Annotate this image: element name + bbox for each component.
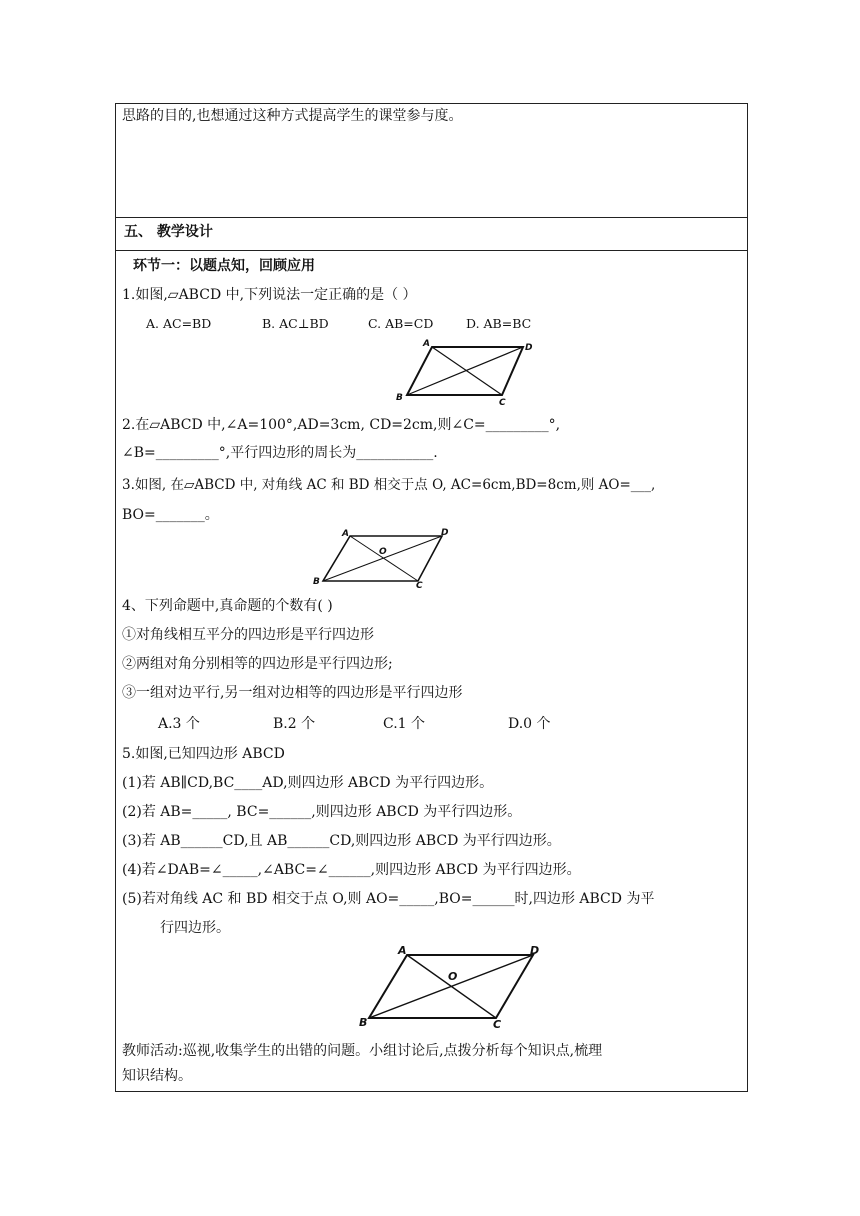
- q4-option-b: B.2 个: [273, 716, 316, 732]
- q1-stem: 1.如图,▱ABCD 中,下列说法一定正确的是（ ）: [122, 287, 417, 303]
- q4-option-a: A.3 个: [158, 716, 200, 732]
- section-title: 五、 教学设计: [124, 224, 213, 240]
- q5-label-a: A: [398, 944, 407, 957]
- q2-line2: ∠B=_________°,平行四边形的周长为___________.: [122, 445, 438, 461]
- q3-label-a: A: [342, 529, 349, 539]
- q5-item-1: (1)若 AB∥CD,BC____AD,则四边形 ABCD 为平行四边形。: [122, 775, 494, 791]
- q1-label-a: A: [423, 339, 430, 349]
- q1-label-d: D: [525, 343, 533, 353]
- q5-label-c: C: [493, 1018, 502, 1031]
- q5-label-b: B: [359, 1016, 368, 1029]
- q5-item-4: (4)若∠DAB=∠_____,∠ABC=∠______,则四边形 ABCD 为平行四边形。: [122, 862, 581, 878]
- q1-option-c: C. AB=CD: [368, 316, 434, 331]
- q1-option-a: A. AC=BD: [146, 316, 212, 331]
- teacher-activity-line2: 知识结构。: [122, 1068, 192, 1084]
- q3-label-c: C: [416, 581, 423, 591]
- top-cell-text: 思路的目的,也想通过这种方式提高学生的课堂参与度。: [122, 108, 463, 124]
- q1-parallelogram-figure: [390, 336, 540, 406]
- q5-item-5: (5)若对角线 AC 和 BD 相交于点 O,则 AO=_____,BO=______时,四边形 ABCD 为平: [122, 891, 655, 907]
- q1-option-b: B. AC⊥BD: [262, 316, 329, 331]
- q3-label-o: O: [379, 547, 387, 557]
- q5-item-3: (3)若 AB______CD,且 AB______CD,则四边形 ABCD 为平行四边形。: [122, 833, 561, 849]
- q1-label-b: B: [396, 393, 403, 403]
- q3-label-d: D: [441, 528, 449, 538]
- q5-label-d: D: [530, 944, 540, 957]
- q5-parallelogram-figure: [355, 942, 550, 1032]
- q3-parallelogram-figure: [310, 526, 450, 592]
- q3-line1: 3.如图, 在▱ABCD 中, 对角线 AC 和 BD 相交于点 O, AC=6cm,BD=8cm,则 AO=___,: [122, 477, 656, 493]
- q3-line2: BO=_______。: [122, 507, 219, 523]
- q4-stem: 4、下列命题中,真命题的个数有( ): [122, 598, 333, 614]
- q5-item-5-cont: 行四边形。: [160, 920, 230, 936]
- q5-item-2: (2)若 AB=_____, BC=______,则四边形 ABCD 为平行四边形。: [122, 804, 522, 820]
- q4-item-2: ②两组对角分别相等的四边形是平行四边形;: [122, 656, 393, 672]
- q4-item-3: ③一组对边平行,另一组对边相等的四边形是平行四边形: [122, 685, 463, 701]
- stage-title: 环节一：以题点知，回顾应用: [133, 258, 315, 274]
- q5-stem: 5.如图,已知四边形 ABCD: [122, 746, 285, 762]
- q4-option-c: C.1 个: [383, 716, 426, 732]
- q4-item-1: ①对角线相互平分的四边形是平行四边形: [122, 627, 374, 643]
- q3-label-b: B: [313, 577, 320, 587]
- q4-option-d: D.0 个: [508, 716, 551, 732]
- q1-label-c: C: [499, 398, 506, 408]
- q2-line1: 2.在▱ABCD 中,∠A=100°,AD=3cm, CD=2cm,则∠C=_________°,: [122, 417, 561, 433]
- q1-option-d: D. AB=BC: [466, 316, 532, 331]
- q5-label-o: O: [448, 970, 458, 983]
- teacher-activity-line1: 教师活动:巡视,收集学生的出错的问题。小组讨论后,点拨分析每个知识点,梳理: [122, 1043, 603, 1059]
